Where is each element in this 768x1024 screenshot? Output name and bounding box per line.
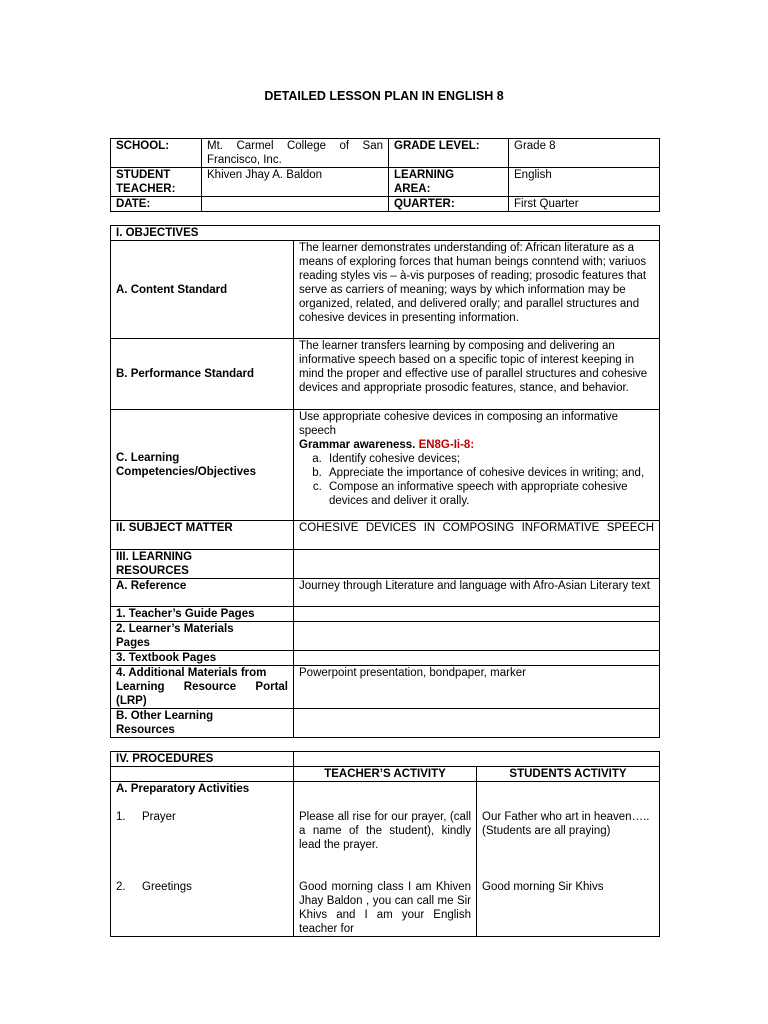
reference-value: Journey through Literature and language with Afro-Asian Literary text <box>294 579 660 607</box>
learning-resources-empty <box>294 550 660 579</box>
header-info-table <box>110 138 660 212</box>
procedure-item-prayer <box>116 810 288 824</box>
competencies-cell <box>294 410 660 521</box>
learners-materials-value <box>294 622 660 651</box>
procedure-item-name: Prayer <box>142 811 176 823</box>
competency-list <box>299 452 654 508</box>
learners-materials-label-line2: Pages <box>116 637 150 649</box>
content-standard-text: The learner demonstrates understanding of: African literature as a means of exploring forces that human beings conntend with; variuos reading styles vis – à-vis purposes of reading; prosodic features that serve as carriers of meaning; ways by which information may be organized, related, and delivered orally; and parallel structures and cohesive devices in presenting information. <box>294 241 660 339</box>
competencies-label-line1: C. Learning <box>116 452 180 464</box>
competency-item: a. Identify cohesive devices; <box>325 452 654 466</box>
performance-standard-text: The learner transfers learning by composing and delivering an informative speech based on a specific topic of interest keeping in mind the proper and effective use of parallel structures and cohesive devices and appropriate prosodic features, stance, and behavior. <box>294 339 660 410</box>
quarter-label: QUARTER: <box>389 197 509 212</box>
grade-level-value: Grade 8 <box>509 139 660 168</box>
student-activity-cell <box>477 782 660 937</box>
other-resources-label-line2: Resources <box>116 724 175 736</box>
student-teacher-label-line1: STUDENT <box>116 169 171 181</box>
additional-materials-label <box>111 666 294 709</box>
subject-matter-value: COHESIVE DEVICES IN COMPOSING INFORMATIVE SPEECH <box>294 521 660 550</box>
competency-item: c. Compose an informative speech with appropriate cohesive devices and deliver it orally. <box>325 480 654 508</box>
student-teacher-label-line2: TEACHER: <box>116 183 176 195</box>
procedures-table <box>110 751 660 937</box>
competencies-label <box>111 410 294 521</box>
date-label: DATE: <box>111 197 202 212</box>
procedure-item-number: 1. <box>116 811 126 823</box>
learners-materials-label <box>111 622 294 651</box>
reference-label: A. Reference <box>111 579 294 607</box>
student-teacher-label <box>111 168 202 197</box>
teacher-greeting-text: Good morning class I am Khiven Jhay Baldon , you can call me Sir Khivs and I am your English teacher for <box>299 881 471 935</box>
grammar-awareness <box>299 438 654 452</box>
student-prayer-note: (Students are all praying) <box>482 825 611 837</box>
procedures-heading-empty <box>294 752 660 767</box>
school-value: Mt. Carmel College of San Francisco, Inc. <box>202 139 389 168</box>
quarter-value: First Quarter <box>509 197 660 212</box>
performance-standard-label: B. Performance Standard <box>111 339 294 410</box>
student-teacher-value: Khiven Jhay A. Baldon <box>202 168 389 197</box>
subject-matter-label: II. SUBJECT MATTER <box>111 521 294 550</box>
additional-materials-value: Powerpoint presentation, bondpaper, marker <box>294 666 660 709</box>
preparatory-activities-label: A. Preparatory Activities <box>116 783 250 795</box>
school-label: SCHOOL: <box>111 139 202 168</box>
procedures-heading: IV. PROCEDURES <box>111 752 294 767</box>
procedure-item-greetings <box>116 880 288 894</box>
grade-level-label: GRADE LEVEL: <box>389 139 509 168</box>
teacher-prayer-text: Please all rise for our prayer, (call a name of the student), kindly lead the prayer. <box>299 811 471 851</box>
student-prayer-text: Our Father who art in heaven….. <box>482 811 650 823</box>
procedure-item-number: 2. <box>116 881 126 893</box>
learning-area-label-line2: AREA: <box>394 183 431 195</box>
other-resources-value <box>294 709 660 738</box>
grammar-label: Grammar awareness. <box>299 439 416 451</box>
additional-materials-label-line2: Learning Resource Portal <box>116 681 288 693</box>
teachers-guide-label: 1. Teacher’s Guide Pages <box>111 607 294 622</box>
learners-materials-label-line1: 2. Learner’s Materials <box>116 623 234 635</box>
content-standard-label: A. Content Standard <box>111 241 294 339</box>
textbook-pages-value <box>294 651 660 666</box>
teachers-guide-value <box>294 607 660 622</box>
learning-area-value: English <box>509 168 660 197</box>
teacher-activity-header: TEACHER’S ACTIVITY <box>294 767 477 782</box>
date-value <box>202 197 389 212</box>
competencies-intro: Use appropriate cohesive devices in composing an informative speech <box>299 411 618 437</box>
teacher-activity-cell <box>294 782 477 937</box>
competency-item: b. Appreciate the importance of cohesive devices in writing; and, <box>325 466 654 480</box>
learning-resources-heading-line2: RESOURCES <box>116 565 189 577</box>
objectives-heading: I. OBJECTIVES <box>111 226 660 241</box>
learning-area-label <box>389 168 509 197</box>
additional-materials-label-line3: (LRP) <box>116 695 147 707</box>
procedures-header-empty <box>111 767 294 782</box>
procedure-labels-cell <box>111 782 294 937</box>
learning-resources-heading-line1: III. LEARNING <box>116 551 193 563</box>
student-activity-header: STUDENTS ACTIVITY <box>477 767 660 782</box>
additional-materials-label-line1: 4. Additional Materials from <box>116 667 267 679</box>
student-greeting-text: Good morning Sir Khivs <box>482 881 604 893</box>
textbook-pages-label: 3. Textbook Pages <box>111 651 294 666</box>
learning-area-label-line1: LEARNING <box>394 169 455 181</box>
competencies-label-line2: Competencies/Objectives <box>116 466 256 478</box>
grammar-code: EN8G-Ii-8: <box>418 439 475 451</box>
objectives-table <box>110 225 660 738</box>
other-resources-label-line1: B. Other Learning <box>116 710 214 722</box>
other-resources-label <box>111 709 294 738</box>
learning-resources-heading <box>111 550 294 579</box>
document-title: DETAILED LESSON PLAN IN ENGLISH 8 <box>264 89 504 103</box>
procedure-item-name: Greetings <box>142 881 192 893</box>
